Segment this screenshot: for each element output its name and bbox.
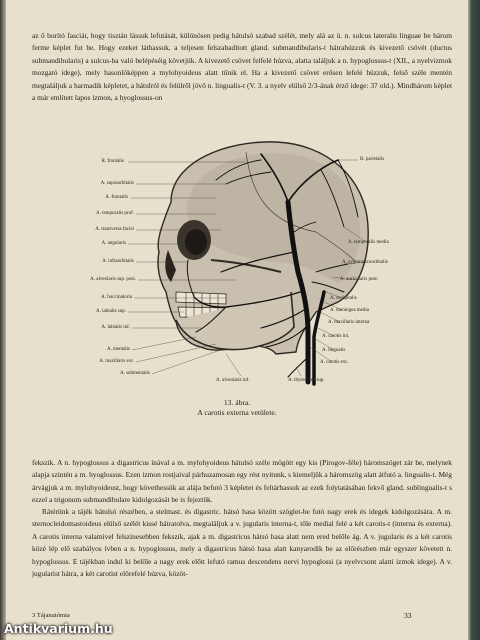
label-a-labialis-inf: A. labialis inf. xyxy=(101,325,130,330)
label-a-maxillaris-ext: A. maxillaris ext. xyxy=(99,359,134,364)
label-a-carotis-int: A. carotis int. xyxy=(322,334,350,339)
label-a-submentalis: A. submentalis xyxy=(120,371,150,376)
paragraph-bottom-1: fekszik. A n. hypoglossus a digastricus ínával a m. mylohyoideus hátulsó széle mögött egy kis (Pirogov-féle) háromszöget zár be, melynek alapja szintén a m. hyoglossus. Ezen izmon rostjaival párhuzamosan egy rést nyitunk, s kiemeljük a háromszög alatt átfutó a. lingualis-t. Még árvágjuk a m. mylohyoideust, hogy követhessük az alája befutó 3 képletet és feltárhassuk az ezek folytatásában fekvő gland. sublingualis-t s ezzel a trigonum submandibulare kidolgozását be is fejeztük. xyxy=(32,458,452,505)
label-a-frontalis: A. frontalis xyxy=(105,195,128,200)
anatomical-figure xyxy=(76,132,406,394)
paragraph-bottom-2: Rátérünk a tájék hátulsó részében, a stelmast. és digastric. hátsó hasa között szöglet-be futó nagy erek és idegek kidolgozására. A m. sternocleidomastoideus elülső szélét kissé hátratolva, megtaláljuk a v. jugularis interna-t, tőle medial felé a két carotis-t (interna és externa). A carotis interna valamivel felszínesebben fekszik, ajak a m. digastricus hátsó hasa alatt nem ered belőle ág. A v. jugularis és a két carotis közé lép elő szabályos ívben a n. hypoglossus, mely a digastricus hátsó hasa alatt kanyarodik be az előrészben már egyszer követett n. hypoglossus. E tájékban indul ki belőle a nagy erek előtt lefutó ramus descendens nervi hypoglossi (a nyelvcsont alatti izmok idege). A v. jugularist hátra, a két carotist előrefelé húzva, közöt- xyxy=(32,507,452,579)
figure-number: 13. ábra. xyxy=(223,398,251,407)
orbit-inner xyxy=(185,229,207,255)
label-a-occipitalis: A. occipitalis xyxy=(330,296,357,301)
label-a-auricularis-post: A. auricularis post. xyxy=(340,277,379,282)
label-r-frontalis: R. frontalis xyxy=(101,159,124,164)
figure-caption: A carotis externa vetülete. xyxy=(197,408,277,417)
signature-mark: 3 Tájanatómia xyxy=(32,612,70,619)
label-a-meningea-media: A. meningea media xyxy=(330,308,370,313)
label-a-mentalis: A. mentalis xyxy=(106,347,130,352)
label-a-angularis: A. angularis xyxy=(101,241,126,246)
label-a-alveolaris-inf: A. alveolaris inf. xyxy=(216,378,250,383)
watermark: Antikvarium.hu xyxy=(4,621,113,636)
label-a-buccinatoria: A. buccinatoria xyxy=(101,295,132,300)
paragraph-top: az ő borító fasciát, hogy tisztán lássuk lefutását, különösen pedig hátulsó szabad szélét, mely alá az ü. n. sulcus lateralis linguae be három ferme képlet fut be. Hogy ezeket láthassuk, a teljesen felszabadított gland. submandibularis-t hátrahúzzuk és kivezető csövét (ductus submandibularis) a sulcus-ba való belépéséig követjük. A kivezető csövet felfelé húzva, alatta találjuk a n. hypoglossus-t (XII., a nyelvizmok mozgató idege), mely hasonlóképpen a mylohyoideus alatt tűnik el. Ha a kivezető csövet erősen lefelé húzzuk, felső széle mentén megtaláljuk a harmadik képletet, a hátulról és felülről jövő n. lingualis-t (V. 3. a nyelv elülső 2/3-ának érző idege: 37 old.). Mindhárom képlet a már említett lapos izmon, a hyoglossus-on xyxy=(32,31,452,103)
label-r-parietalis: R. parietalis xyxy=(360,157,385,162)
label-a-temporalis-media: A. temporalis media xyxy=(348,240,389,245)
book-page xyxy=(6,0,468,640)
label-a-temporalis-prof: A. temporalis prof. xyxy=(95,211,134,216)
label-a-lingualis: A. lingualis xyxy=(322,348,346,353)
label-a-labialis-sup: A. labialis sup. xyxy=(96,309,126,314)
page-number: 33 xyxy=(404,611,412,620)
label-a-supraorbitalis: A. supraorbitalis xyxy=(100,181,134,186)
label-a-zygomaticoorbitalis: A. zygomaticoorbitalis xyxy=(342,260,388,265)
label-a-infraorbitalis: A. infraorbitalis xyxy=(102,259,134,264)
label-a-thyreoidea-sup: A. thyreoidea sup. xyxy=(288,378,325,383)
label-a-maxillaris-interna: A. maxillaris interna xyxy=(328,320,370,325)
label-a-carotis-ext: A. carotis ext. xyxy=(320,360,349,365)
thyreoidea-sup xyxy=(288,357,308,377)
label-a-alveolaris-sup-post: A. alveolaris sup. post. xyxy=(90,277,136,282)
label-a-transversa-faciei: A. transversa faciei xyxy=(95,227,134,232)
